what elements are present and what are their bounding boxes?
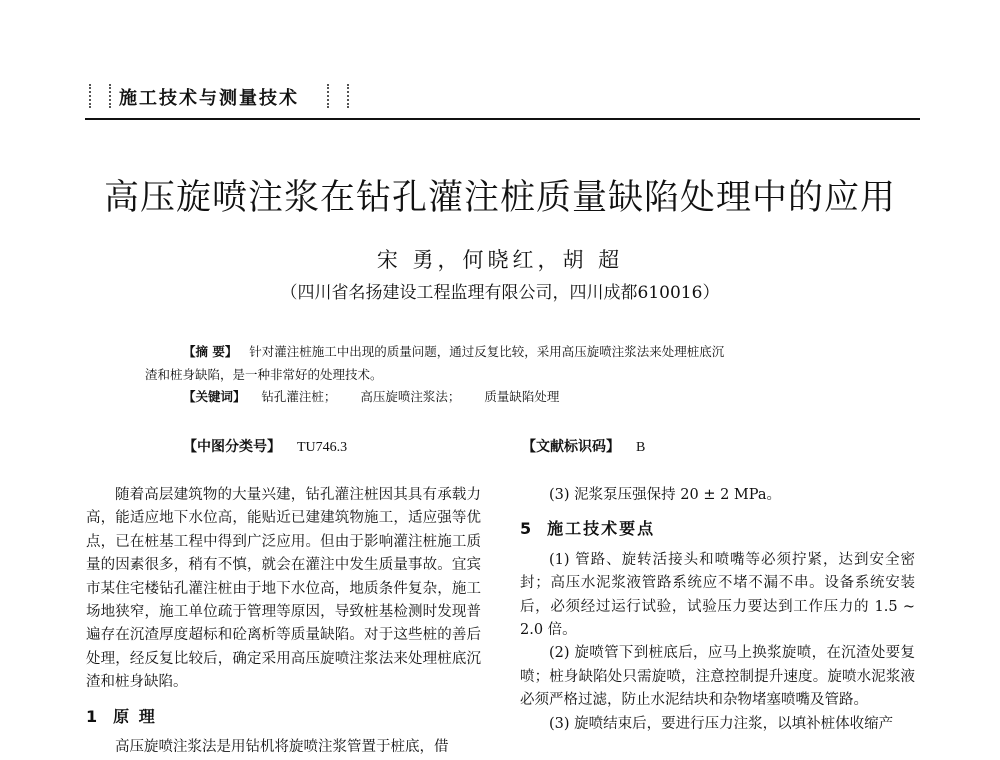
abstract-line-1 bbox=[145, 340, 865, 363]
keyword-item: 高压旋喷注浆法； bbox=[360, 389, 461, 404]
affiliation: （四川省名扬建设工程监理有限公司，四川成都610016） bbox=[280, 283, 720, 303]
abstract-text-1: 针对灌注桩施工中出现的质量问题，通过反复比较，采用高压旋喷注浆法来处理桩底沉 bbox=[249, 344, 725, 359]
keyword-item: 钻孔灌注桩； bbox=[261, 389, 337, 404]
paper-title: 高压旋喷注浆在钻孔灌注桩质量缺陷处理中的应用 bbox=[103, 178, 896, 218]
authors: 宋 勇，何晓红，胡 超 bbox=[376, 248, 624, 272]
doc-code-label: 【文献标识码】 bbox=[522, 439, 620, 455]
doc-code-value: B bbox=[636, 440, 646, 455]
clc-label: 【中图分类号】 bbox=[183, 439, 281, 455]
heading-number: 5 bbox=[520, 519, 534, 539]
clc-number bbox=[183, 436, 347, 456]
abstract-label: 【摘 要】 bbox=[183, 344, 238, 359]
intro-paragraph: 随着高层建筑物的大量兴建，钻孔灌注桩因其具有承载力高，能适应地下水位高，能贴近已建建筑物施工，适应强等优点，已在桩基工程中得到广泛应用。但由于影响灌注桩施工质量的因素很多，稍有不慎，就会在灌注中发生质量事故。宜宾市某住宅楼钻孔灌注桩由于地下水位高，地质条件复杂，施工场地狭窄，施工单位疏于管理等原因，导致桩基检测时发现普遍存在沉渣厚度超标和砼离析等质量缺陷。对于这些桩的善后处理，经反复比较后，确定采用高压旋喷注浆法来处理桩底沉渣和桩身缺陷。 bbox=[86, 487, 481, 691]
heading-number: 1 bbox=[86, 706, 100, 726]
clc-value: TU746.3 bbox=[297, 440, 348, 455]
heading-text: 原 理 bbox=[113, 706, 157, 726]
pressure-item: (3) 泥浆泵压强保持 20 ± 2 MPa。 bbox=[549, 487, 782, 503]
heading-key-points bbox=[520, 517, 915, 540]
principle-paragraph: 高压旋喷注浆法是用钻机将旋喷注浆管置于桩底，借 bbox=[115, 739, 449, 756]
keyword-item: 质量缺陷处理 bbox=[484, 389, 560, 404]
key-point-1: (1) 管路、旋转活接头和喷嘴等必须拧紧，达到安全密封；高压水泥浆液管路系统应不堵不漏不串。设备系统安装后，必须经过运行试验，试验压力要达到工作压力的 1.5 ~ 2.0 倍。 bbox=[520, 551, 915, 639]
abstract bbox=[145, 340, 865, 386]
heading-text: 施工技术要点 bbox=[547, 519, 656, 539]
section-ornament-left bbox=[89, 84, 111, 108]
keywords-label: 【关键词】 bbox=[183, 389, 246, 404]
left-column bbox=[86, 484, 481, 759]
document-code bbox=[522, 436, 645, 456]
abstract-line-2: 渣和桩身缺陷，是一种非常好的处理技术。 bbox=[145, 367, 383, 382]
key-point-3: (3) 旋喷结束后，要进行压力注浆，以填补桩体收缩产 bbox=[549, 715, 894, 732]
keywords bbox=[183, 387, 883, 405]
section-header bbox=[85, 78, 920, 120]
key-point-2: (2) 旋喷管下到桩底后，应马上换浆旋喷，在沉渣处要复喷；桩身缺陷处只需旋喷，注意控制提升速度。旋喷水泥浆液必须严格过滤，防止水泥结块和杂物堵塞喷嘴及管路。 bbox=[520, 645, 915, 709]
section-label: 施工技术与测量技术 bbox=[119, 88, 299, 109]
heading-principle bbox=[86, 705, 481, 728]
right-column bbox=[520, 484, 915, 736]
section-ornament-right bbox=[327, 84, 349, 108]
